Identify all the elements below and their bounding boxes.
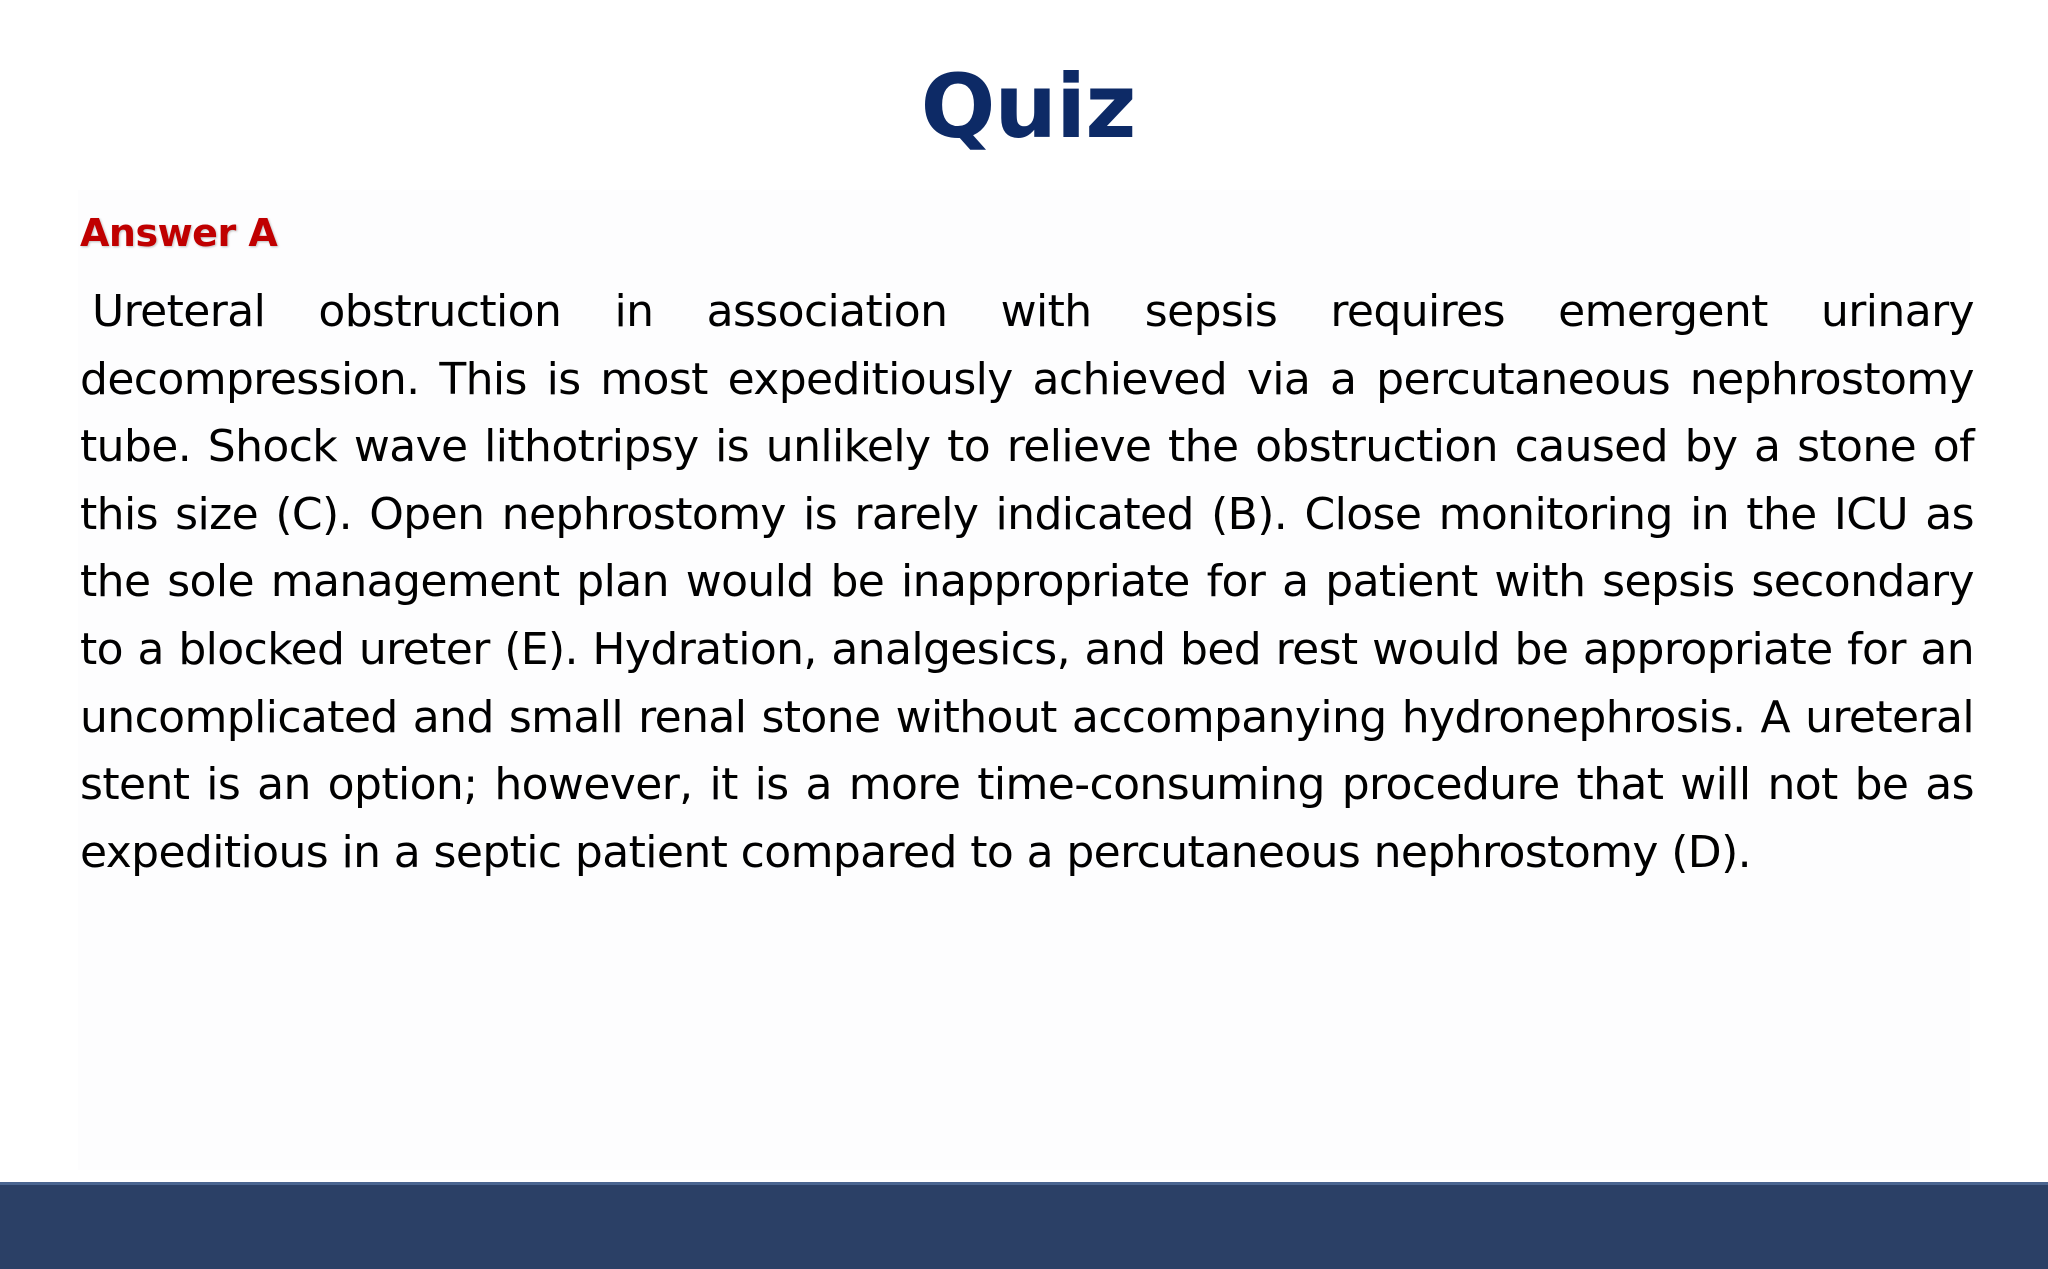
answer-explanation: Ureteral obstruction in association with sepsis requires emergent urinary decompression. This is most expeditiously achieved via a percutaneous nephrostomy tube. Shock wave lithotripsy is unlikely to relieve the obstruction caused by a stone of this size (C). Open nephrostomy is rarely indicated (B). Close monitoring in the ICU as the sole management plan would be inappropriate for a patient with sepsis secondary to a blocked ureter (E). Hydration, analgesics, and bed rest would be appropriate for an uncomplicated and small renal stone without accompanying hydronephrosis. A ureteral stent is an option; however, it is a more time-consuming procedure that will not be as expeditious in a septic patient compared to a percutaneous nephrostomy (D). (80, 286, 1974, 878)
slide-title: Quiz (920, 55, 1136, 158)
answer-label: Answer A (80, 211, 278, 255)
footer-bar (0, 1182, 2048, 1269)
